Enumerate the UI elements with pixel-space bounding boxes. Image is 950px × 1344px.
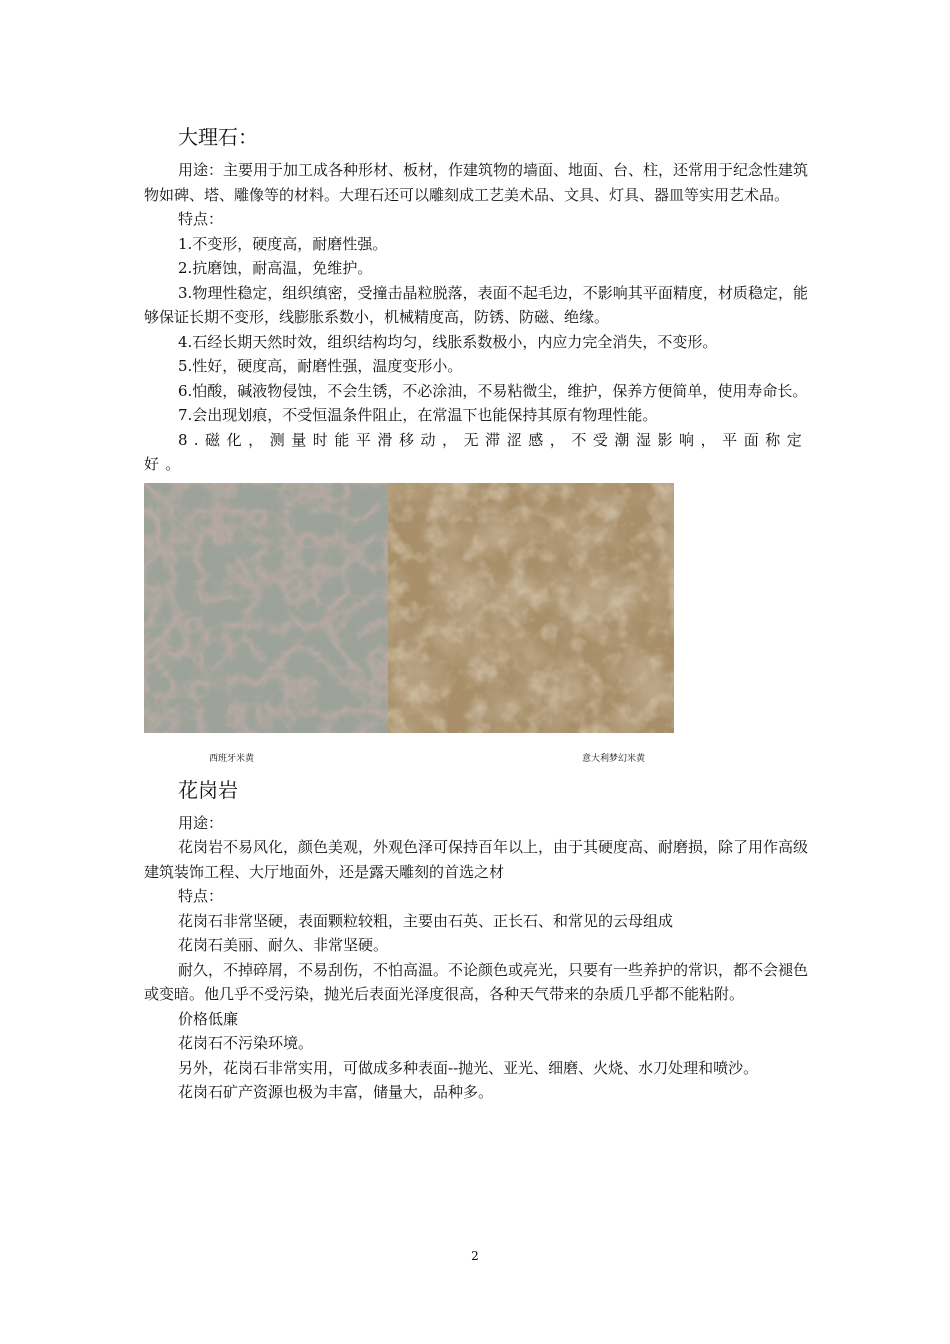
marble-feature-8: 8.磁化，测量时能平滑移动，无滞涩感，不受潮湿影响，平面称定好。 [144,430,808,473]
granite-usage-paragraph: 花岗岩不易风化，颜色美观，外观色泽可保持百年以上，由于其硬度高、耐磨损，除了用作高级建筑装饰工程、大厅地面外，还是露天雕刻的首选之材 [144,838,809,881]
marble-sample-images [144,483,808,735]
granite-feature-beauty: 花岗石美丽、耐久、非常坚硬。 [178,936,389,954]
marble-feature-4: 4.石经长期天然时效，组织结构均匀，线胀系数极小，内应力完全消失，不变形。 [178,332,718,351]
marble-heading: 大理石： [178,125,258,149]
granite-feature-resources: 花岗石矿产资源也极为丰富，储量大，品种多。 [178,1083,494,1101]
marble-feature-7: 7.会出现划痕，不受恒温条件阻止，在常温下也能保持其原有物理性能。 [178,406,658,424]
italian-dream-beige-caption: 意大利梦幻米黄 [582,753,646,764]
granite-feature-durability: 耐久，不掉碎屑，不易刮伤，不怕高温。不论颜色或亮光，只要有一些养护的常识，都不会褪色或变暗。他几乎不受污染，抛光后表面光泽度很高，各种天气带来的杂质几乎都不能粘附。 [144,960,809,1003]
marble-feature-2: 2.抗磨蚀，耐高温，免维护。 [178,259,373,277]
page-number: 2 [471,1249,479,1263]
marble-features-label: 特点： [178,210,224,228]
granite-feature-price: 价格低廉 [178,1009,239,1028]
granite-feature-surfaces: 另外，花岗石非常实用，可做成多种表面--抛光、亚光、细磨、火烧、水刀处理和喷沙。 [178,1058,759,1077]
marble-feature-5: 5.性好，硬度高，耐磨性强，温度变形小。 [178,357,463,375]
granite-feature-composition: 花岗石非常坚硬，表面颗粒较粗，主要由石英、正长石、和常见的云母组成 [178,911,674,930]
granite-feature-environment: 花岗石不污染环境。 [178,1034,314,1052]
image-captions [144,735,808,775]
spanish-beige-marble-image [144,483,388,733]
marble-feature-1: 1.不变形，硬度高，耐磨性强。 [178,234,388,253]
granite-heading: 花岗岩 [178,777,238,802]
page-content [144,122,808,1105]
marble-usage-paragraph: 用途：主要用于加工成各种形材、板材，作建筑物的墙面、地面、台、柱，还常用于纪念性建筑物如碑、塔、雕像等的材料。大理石还可以雕刻成工艺美术品、文具、灯具、器皿等实用艺术品。 [144,161,809,204]
granite-features-label: 特点： [178,887,224,905]
marble-feature-3: 3.物理性稳定，组织缜密，受撞击晶粒脱落，表面不起毛边，不影响其平面精度，材质稳定，能够保证长期不变形，线膨胀系数小，机械精度高，防锈、防磁、绝缘。 [144,283,808,326]
granite-usage-label: 用途： [178,813,224,832]
marble-feature-6: 6.怕酸，碱液物侵蚀，不会生锈，不必涂油，不易粘微尘，维护，保养方便简单，使用寿命长。 [178,381,808,400]
italian-dream-beige-marble-image [388,483,674,733]
spanish-beige-caption: 西班牙米黄 [209,753,255,764]
